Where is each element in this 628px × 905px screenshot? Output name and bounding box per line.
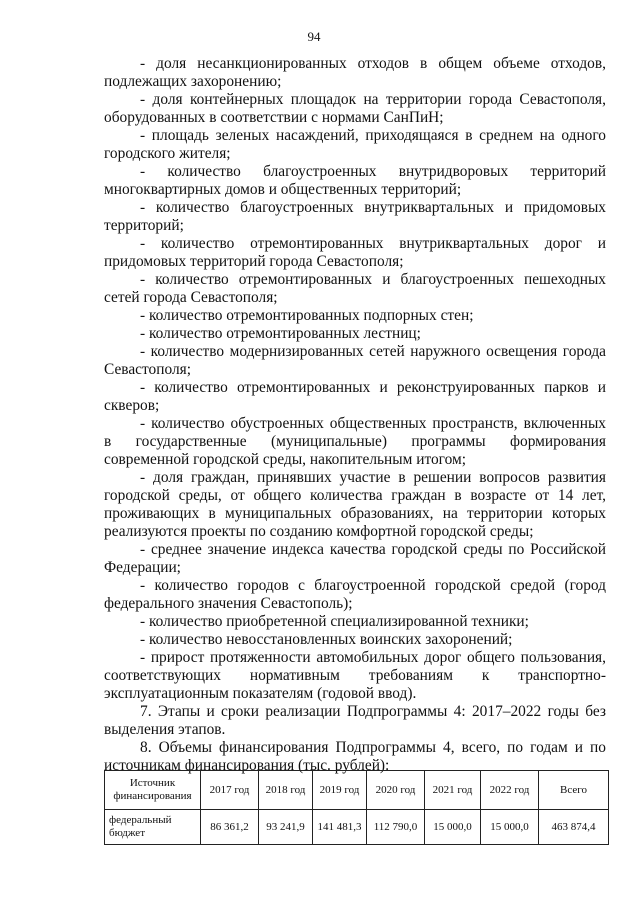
column-header: Всего <box>539 771 609 810</box>
column-header: 2017 год <box>201 771 259 810</box>
paragraph: - среднее значение индекса качества городской среды по Российской Федерации; <box>104 541 606 576</box>
paragraph: - доля граждан, принявших участие в решении вопросов развития городской среды, от общего количества граждан в возрасте от 14 лет, проживающих в муниципальных образованиях, на территории которых реализуются проекты по созданию комфортной городской среды; <box>104 469 606 540</box>
paragraph: - количество отремонтированных и реконструированных парков и скверов; <box>104 379 606 414</box>
table-cell: 463 874,4 <box>539 810 609 845</box>
paragraph: - количество отремонтированных внутриквартальных дорог и придомовых территорий города Севастополя; <box>104 235 606 270</box>
column-header: 2022 год <box>481 771 539 810</box>
section-7-paragraph: 7. Этапы и сроки реализации Подпрограммы 4: 2017–2022 годы без выделения этапов. <box>104 703 606 738</box>
column-header: 2021 год <box>425 771 481 810</box>
column-header: 2020 год <box>367 771 425 810</box>
paragraph: - количество благоустроенных внутриквартальных и придомовых территорий; <box>104 199 606 234</box>
paragraph: - количество отремонтированных подпорных стен; <box>140 307 474 324</box>
page-number: 94 <box>307 29 321 44</box>
column-header: 2018 год <box>259 771 313 810</box>
paragraph: - площадь зеленых насаждений, приходящаяся в среднем на одного городского жителя; <box>104 127 606 162</box>
paragraph: - прирост протяженности автомобильных дорог общего пользования, соответствующих нормативным требованиям к транспортно-эксплуатационным показателям (годовой ввод). <box>104 649 606 702</box>
paragraph: - количество обустроенных общественных пространств, включенных в государственные (муниципальные) программы формирования современной городской среды, накопительным итогом; <box>104 415 606 468</box>
paragraph: - количество отремонтированных и благоустроенных пешеходных сетей города Севастополя; <box>104 271 606 306</box>
paragraph: - количество городов с благоустроенной городской средой (город федерального значения Севастополь); <box>104 577 606 612</box>
table-row <box>105 810 609 845</box>
table-cell: 15 000,0 <box>425 810 481 845</box>
document-body <box>104 55 606 775</box>
table-cell: 15 000,0 <box>481 810 539 845</box>
paragraph: - количество отремонтированных лестниц; <box>140 325 421 342</box>
table-header-row <box>105 771 609 810</box>
paragraph: - количество приобретенной специализированной техники; <box>140 613 529 630</box>
paragraph: - количество невосстановленных воинских захоронений; <box>140 631 513 648</box>
paragraph: - количество модернизированных сетей наружного освещения города Севастополя; <box>104 343 606 378</box>
section-8-paragraph: 8. Объемы финансирования Подпрограммы 4, всего, по годам и по источникам финансирования (тыс. рублей): <box>104 739 606 774</box>
table-cell: 86 361,2 <box>201 810 259 845</box>
paragraph: - доля несанкционированных отходов в общем объеме отходов, подлежащих захоронению; <box>104 55 606 90</box>
paragraph: - количество благоустроенных внутридворовых территорий многоквартирных домов и общественных территорий; <box>104 163 606 198</box>
table-cell: 112 790,0 <box>367 810 425 845</box>
column-header: 2019 год <box>313 771 367 810</box>
column-header: Источник финансирования <box>105 771 201 810</box>
table-cell: федеральный бюджет <box>105 810 201 845</box>
financing-table <box>104 770 609 845</box>
table-cell: 93 241,9 <box>259 810 313 845</box>
paragraph: - доля контейнерных площадок на территории города Севастополя, оборудованных в соответствии с нормами СанПиН; <box>104 91 606 126</box>
table-cell: 141 481,3 <box>313 810 367 845</box>
